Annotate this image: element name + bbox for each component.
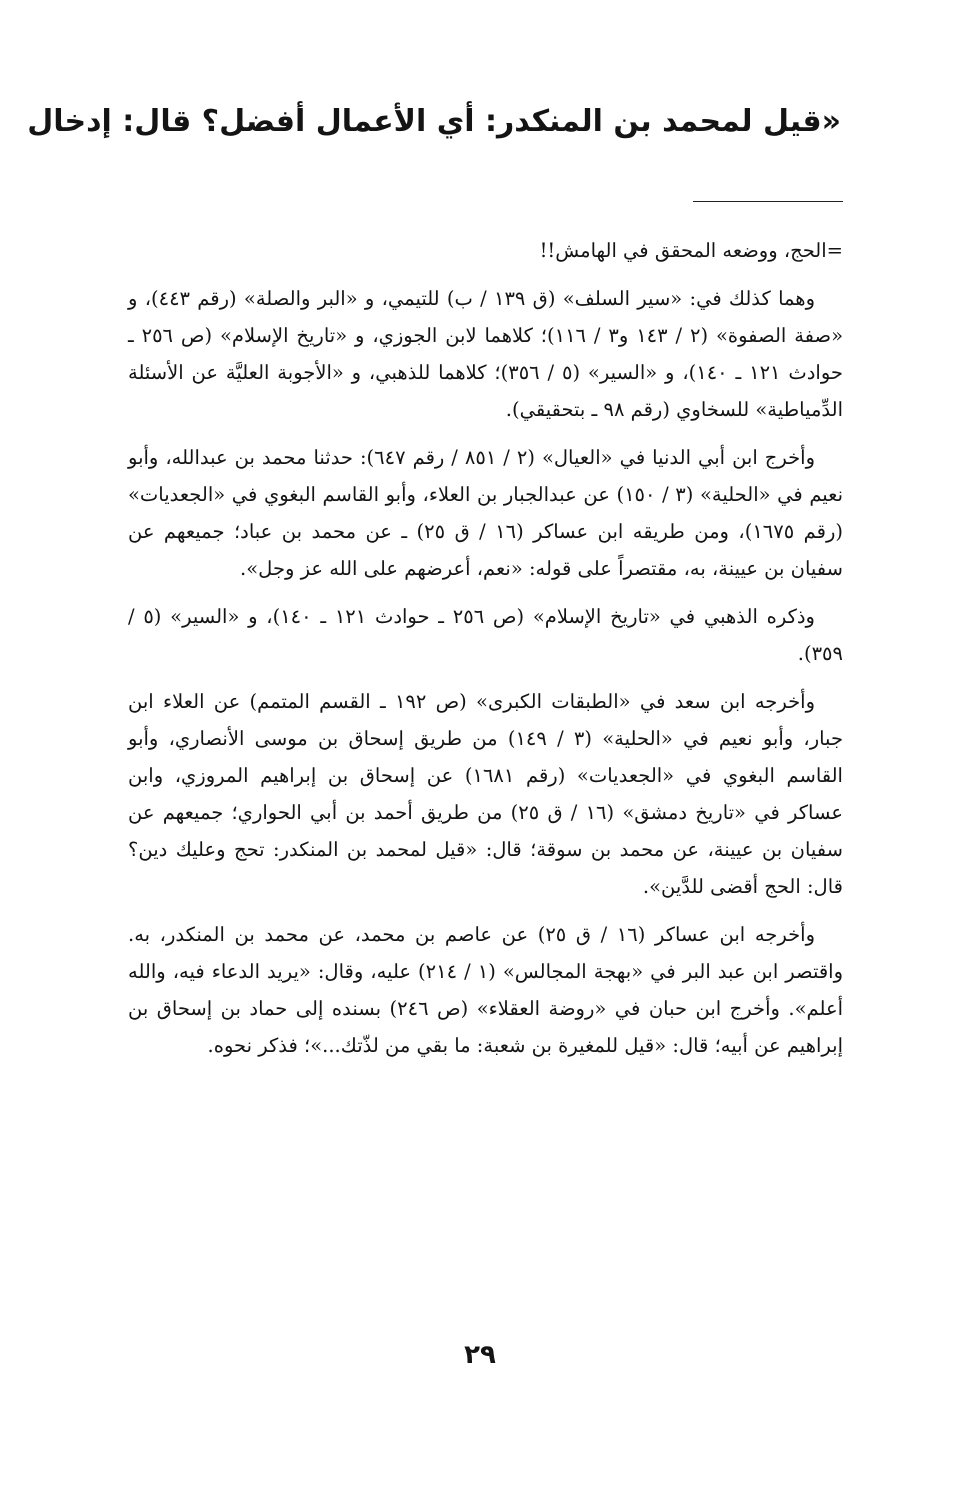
- main-text-line: «قيل لمحمد بن المنكدر: أي الأعمال أفضل؟ قال: إدخال: [27, 104, 841, 139]
- footnote-paragraph: وأخرجه ابن سعد في «الطبقات الكبرى» (ص ١٩٢ ـ القسم المتمم) عن العلاء ابن جبار، وأبو نعيم في «الحلية» (٣ / ١٤٩) من طريق إسحاق بن موسى الأنصاري، وأبو القاسم البغوي في «الجعديات» (رقم ١٦٨١) عن إسحاق بن إبراهيم المروزي، وابن عساكر في «تاريخ دمشق» (١٦ / ق ٢٥) من طريق أحمد بن أبي الحواري؛ جميعهم عن سفيان بن عيينة، عن محمد بن سوقة؛ قال: «قيل لمحمد بن المنكدر: تحج وعليك دين؟ قال: الحج أقضى للدَّين».: [128, 690, 843, 898]
- page-number: ٢٩: [464, 1340, 496, 1370]
- footnotes: [128, 232, 843, 1075]
- footnote-paragraph: وهما كذلك في: «سير السلف» (ق ١٣٩ / ب) للتيمي، و «البر والصلة» (رقم ٤٤٣)، و «صفة الصفوة» (٢ / ١٤٣ و٣ / ١١٦)؛ كلاهما لابن الجوزي، و «تاريخ الإسلام» (ص ٢٥٦ ـ حوادث ١٢١ ـ ١٤٠)، و «السير» (٥ / ٣٥٦)؛ كلاهما للذهبي، و «الأجوبة العليَّة عن الأسئلة الدِّمياطية» للسخاوي (رقم ٩٨ ـ بتحقيقي).: [128, 287, 844, 421]
- footnote-paragraph: وأخرجه ابن عساكر (١٦ / ق ٢٥) عن عاصم بن محمد، عن محمد بن المنكدر، به. واقتصر ابن عبد البر في «بهجة المجالس» (١ / ٢١٤) عليه، وقال: «يريد الدعاء فيه، والله أعلم». وأخرج ابن حبان في «روضة العقلاء» (ص ٢٤٦) بسنده إلى حماد بن إسحاق بن إبراهيم عن أبيه؛ قال: «قيل للمغيرة بن شعبة: ما بقي من لذّتك...»؛ فذكر نحوه.: [128, 923, 844, 1057]
- footnote-paragraph: وذكره الذهبي في «تاريخ الإسلام» (ص ٢٥٦ ـ حوادث ١٢١ ـ ١٤٠)، و «السير» (٥ / ٣٥٩).: [128, 605, 843, 665]
- footnote-paragraph: وأخرج ابن أبي الدنيا في «العيال» (٢ / ٨٥١ / رقم ٦٤٧): حدثنا محمد بن عبدالله، وأبو نعيم في «الحلية» (٣ / ١٥٠) عن عبدالجبار بن العلاء، وأبو القاسم البغوي في «الجعديات» (رقم ١٦٧٥)، ومن طريقه ابن عساكر (١٦ / ق ٢٥) ـ عن محمد بن عباد؛ جميعهم عن سفيان بن عيينة، به، مقتصراً على قوله: «نعم، أعرضهم على الله عز وجل».: [128, 446, 844, 580]
- footnote-separator: [693, 201, 843, 202]
- footnote-paragraph: =الحج، ووضعه المحقق في الهامش!!: [539, 239, 843, 262]
